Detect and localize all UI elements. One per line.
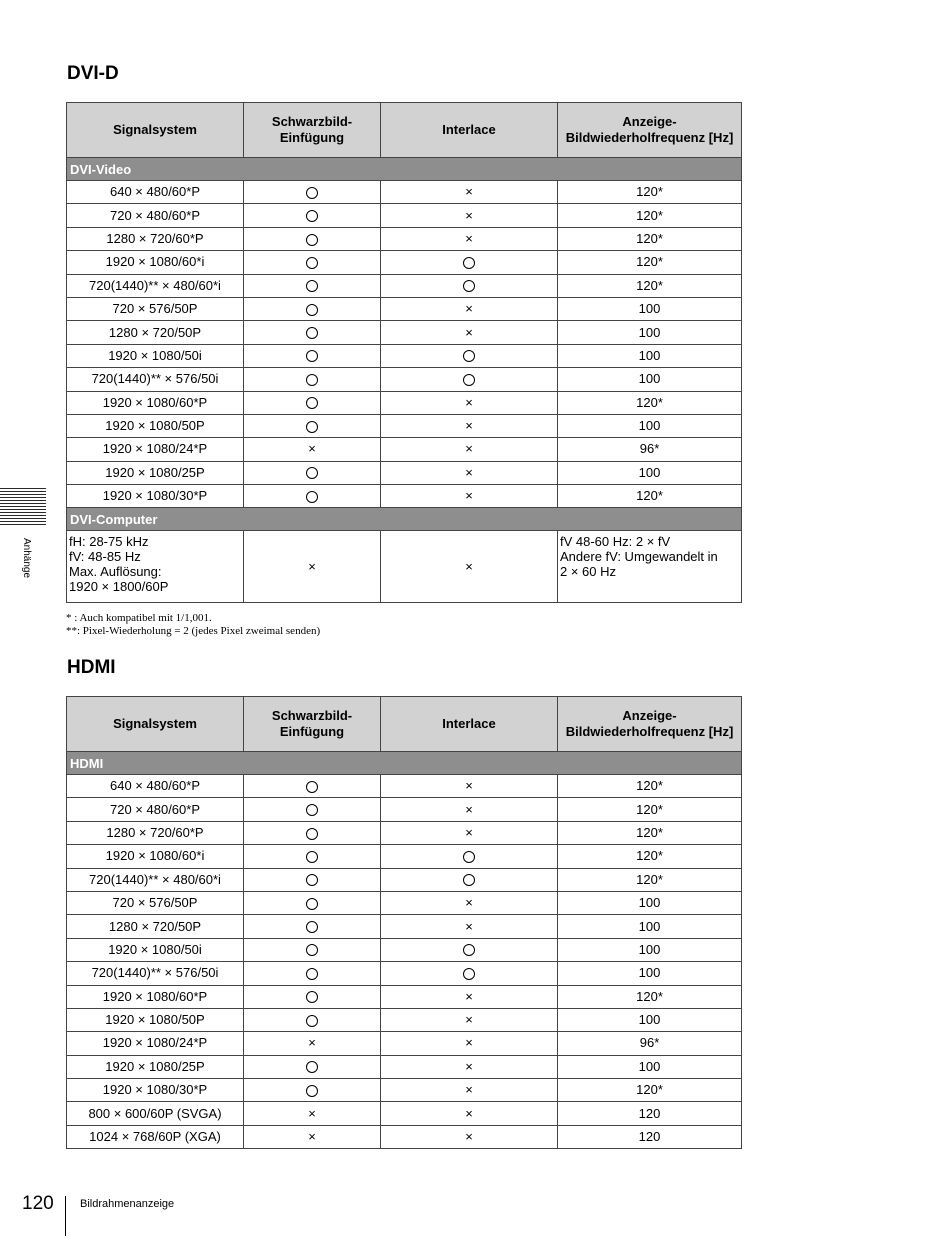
- circle-icon: [306, 280, 318, 292]
- interlace-cell: [381, 274, 558, 297]
- signal-cell: 720(1440)** × 480/60*i: [67, 868, 244, 891]
- header-interlace: Interlace: [381, 103, 558, 158]
- circle-icon: [463, 374, 475, 386]
- interlace-cell: [381, 297, 558, 320]
- signal-cell: 1920 × 1080/30*P: [67, 1079, 244, 1102]
- signal-cell: 1920 × 1080/60*P: [67, 985, 244, 1008]
- table-row: [67, 274, 742, 297]
- table-row: [67, 798, 742, 821]
- header-black-insert: Schwarzbild-Einfügung: [244, 697, 381, 752]
- table-row: [67, 181, 742, 204]
- table-row: [67, 321, 742, 344]
- black-insert-cell: [244, 181, 381, 204]
- interlace-cell: [381, 1055, 558, 1078]
- refresh-rate-cell: 120*: [558, 845, 742, 868]
- interlace-cell: [381, 1032, 558, 1055]
- signal-cell: 720 × 480/60*P: [67, 798, 244, 821]
- cross-icon: ×: [465, 824, 473, 840]
- group-label: DVI-Video: [67, 158, 742, 181]
- cross-icon: ×: [465, 1082, 473, 1098]
- circle-icon: [306, 397, 318, 409]
- interlace-cell: [381, 438, 558, 461]
- refresh-rate-cell: 120*: [558, 868, 742, 891]
- group-label: DVI-Computer: [67, 508, 742, 531]
- interlace-cell: [381, 915, 558, 938]
- header-refresh-rate: Anzeige-Bildwiederholfrequenz [Hz]: [558, 697, 742, 752]
- signal-cell: 640 × 480/60*P: [67, 775, 244, 798]
- black-insert-cell: [244, 438, 381, 461]
- black-insert-cell: [244, 274, 381, 297]
- signal-line: 1920 × 1800/60P: [69, 579, 169, 595]
- black-insert-cell: [244, 485, 381, 508]
- rate-line: Andere fV: Umgewandelt in: [560, 549, 718, 565]
- cross-icon: ×: [465, 441, 473, 457]
- table-row: [67, 1102, 742, 1125]
- table-row: [67, 461, 742, 484]
- cross-icon: ×: [465, 1129, 473, 1145]
- table-row: [67, 438, 742, 461]
- table-row: [67, 938, 742, 961]
- refresh-rate-cell: 120*: [558, 204, 742, 227]
- black-insert-cell: [244, 344, 381, 367]
- circle-icon: [306, 187, 318, 199]
- black-insert-cell: [244, 321, 381, 344]
- dvi-signal-table: [66, 102, 742, 603]
- signal-cell: 720 × 576/50P: [67, 891, 244, 914]
- cross-icon: ×: [465, 184, 473, 200]
- black-insert-cell: [244, 461, 381, 484]
- circle-icon: [463, 874, 475, 886]
- footnote: **: Pixel-Wiederholung = 2 (jedes Pixel zweimal senden): [66, 625, 321, 637]
- refresh-rate-cell: 100: [558, 368, 742, 391]
- interlace-cell: [381, 391, 558, 414]
- signal-cell: 640 × 480/60*P: [67, 181, 244, 204]
- refresh-rate-cell: 96*: [558, 1032, 742, 1055]
- cross-icon: ×: [465, 895, 473, 911]
- signal-cell: 1920 × 1080/60*P: [67, 391, 244, 414]
- header-black-insert: Schwarzbild-Einfügung: [244, 103, 381, 158]
- refresh-rate-cell: 100: [558, 344, 742, 367]
- table-row: [67, 391, 742, 414]
- circle-icon: [306, 467, 318, 479]
- signal-cell: 1920 × 1080/50P: [67, 1008, 244, 1031]
- signal-cell: 1920 × 1080/24*P: [67, 1032, 244, 1055]
- refresh-rate-cell: 100: [558, 915, 742, 938]
- hdmi-section-title: HDMI: [67, 657, 116, 678]
- table-row: [67, 985, 742, 1008]
- circle-icon: [463, 944, 475, 956]
- table-row: [67, 845, 742, 868]
- refresh-rate-cell: 120*: [558, 274, 742, 297]
- circle-icon: [306, 1015, 318, 1027]
- refresh-rate-cell: 120*: [558, 391, 742, 414]
- circle-icon: [306, 851, 318, 863]
- black-insert-cell: [244, 297, 381, 320]
- black-insert-cell: [244, 227, 381, 250]
- circle-icon: [306, 944, 318, 956]
- cross-icon: ×: [465, 801, 473, 817]
- table-row: [67, 368, 742, 391]
- refresh-rate-cell: 100: [558, 1055, 742, 1078]
- signal-cell: 1920 × 1080/25P: [67, 1055, 244, 1078]
- circle-icon: [306, 257, 318, 269]
- interlace-cell: [381, 321, 558, 344]
- interlace-cell: [381, 181, 558, 204]
- refresh-rate-cell: 120*: [558, 227, 742, 250]
- table-row: [67, 962, 742, 985]
- refresh-rate-cell: [558, 531, 742, 603]
- cross-icon: ×: [465, 207, 473, 223]
- circle-icon: [306, 374, 318, 386]
- circle-icon: [306, 421, 318, 433]
- signal-cell: 1920 × 1080/50i: [67, 344, 244, 367]
- cross-icon: ×: [465, 1012, 473, 1028]
- circle-icon: [463, 968, 475, 980]
- header-interlace: Interlace: [381, 697, 558, 752]
- cross-icon: ×: [308, 1129, 316, 1145]
- signal-cell: 1920 × 1080/60*i: [67, 251, 244, 274]
- circle-icon: [463, 350, 475, 362]
- footnote: * : Auch kompatibel mit 1/1,001.: [66, 612, 212, 624]
- chapter-tab-marker: [0, 488, 46, 526]
- black-insert-cell: [244, 1079, 381, 1102]
- table-row: [67, 891, 742, 914]
- cross-icon: ×: [465, 418, 473, 434]
- interlace-cell: [381, 204, 558, 227]
- refresh-rate-cell: 120: [558, 1102, 742, 1125]
- signal-line: Max. Auflösung:: [69, 564, 162, 580]
- signal-cell: [67, 531, 244, 603]
- signal-cell: 720(1440)** × 576/50i: [67, 368, 244, 391]
- refresh-rate-cell: 120*: [558, 985, 742, 1008]
- interlace-cell: [381, 938, 558, 961]
- circle-icon: [463, 851, 475, 863]
- interlace-cell: [381, 1008, 558, 1031]
- signal-cell: 1280 × 720/60*P: [67, 821, 244, 844]
- black-insert-cell: [244, 251, 381, 274]
- rate-line: 2 × 60 Hz: [560, 564, 617, 580]
- footer-section-title: Bildrahmenanzeige: [80, 1198, 175, 1210]
- circle-icon: [306, 491, 318, 503]
- table-group-row: [67, 508, 742, 531]
- interlace-cell: [381, 891, 558, 914]
- interlace-cell: [381, 227, 558, 250]
- circle-icon: [306, 804, 318, 816]
- signal-cell: 1280 × 720/50P: [67, 321, 244, 344]
- table-row: [67, 227, 742, 250]
- black-insert-cell: [244, 798, 381, 821]
- black-insert-cell: [244, 868, 381, 891]
- signal-cell: 720(1440)** × 480/60*i: [67, 274, 244, 297]
- refresh-rate-cell: 100: [558, 1008, 742, 1031]
- table-row: [67, 485, 742, 508]
- interlace-cell: [381, 485, 558, 508]
- black-insert-cell: [244, 891, 381, 914]
- interlace-cell: [381, 461, 558, 484]
- table-header-row: [67, 697, 742, 752]
- table-row: [67, 414, 742, 437]
- refresh-rate-cell: 120*: [558, 1079, 742, 1102]
- black-insert-cell: [244, 962, 381, 985]
- circle-icon: [306, 874, 318, 886]
- signal-cell: 720 × 576/50P: [67, 297, 244, 320]
- circle-icon: [306, 781, 318, 793]
- circle-icon: [306, 350, 318, 362]
- circle-icon: [306, 991, 318, 1003]
- interlace-cell: [381, 775, 558, 798]
- footer-divider: [65, 1196, 66, 1236]
- circle-icon: [306, 828, 318, 840]
- interlace-cell: [381, 821, 558, 844]
- signal-cell: 1280 × 720/50P: [67, 915, 244, 938]
- header-signal: Signalsystem: [67, 103, 244, 158]
- black-insert-cell: [244, 531, 381, 603]
- black-insert-cell: [244, 1125, 381, 1148]
- black-insert-cell: [244, 1032, 381, 1055]
- cross-icon: ×: [465, 230, 473, 246]
- refresh-rate-cell: 100: [558, 461, 742, 484]
- cross-icon: ×: [308, 441, 316, 457]
- page-number: 120: [22, 1193, 54, 1214]
- circle-icon: [306, 968, 318, 980]
- black-insert-cell: [244, 915, 381, 938]
- signal-cell: 1920 × 1080/50P: [67, 414, 244, 437]
- interlace-cell: [381, 1102, 558, 1125]
- signal-cell: 1920 × 1080/24*P: [67, 438, 244, 461]
- interlace-cell: [381, 1079, 558, 1102]
- signal-cell: 1024 × 768/60P (XGA): [67, 1125, 244, 1148]
- black-insert-cell: [244, 845, 381, 868]
- cross-icon: ×: [465, 1105, 473, 1121]
- cross-icon: ×: [465, 488, 473, 504]
- interlace-cell: [381, 798, 558, 821]
- refresh-rate-cell: 100: [558, 414, 742, 437]
- table-row: [67, 204, 742, 227]
- table-row: [67, 1032, 742, 1055]
- refresh-rate-cell: 120: [558, 1125, 742, 1148]
- cross-icon: ×: [308, 1105, 316, 1121]
- signal-line: fH: 28-75 kHz: [69, 534, 149, 550]
- cross-icon: ×: [465, 1035, 473, 1051]
- table-row: [67, 775, 742, 798]
- table-header-row: [67, 103, 742, 158]
- black-insert-cell: [244, 775, 381, 798]
- refresh-rate-cell: 100: [558, 938, 742, 961]
- refresh-rate-cell: 120*: [558, 485, 742, 508]
- circle-icon: [306, 921, 318, 933]
- refresh-rate-cell: 96*: [558, 438, 742, 461]
- table-row: [67, 344, 742, 367]
- circle-icon: [306, 1061, 318, 1073]
- interlace-cell: [381, 251, 558, 274]
- interlace-cell: [381, 845, 558, 868]
- table-row: [67, 531, 742, 603]
- footnotes: [66, 612, 320, 638]
- signal-cell: 720(1440)** × 576/50i: [67, 962, 244, 985]
- signal-cell: 1920 × 1080/60*i: [67, 845, 244, 868]
- chapter-tab-label: Anhänge: [21, 538, 32, 579]
- circle-icon: [306, 210, 318, 222]
- cross-icon: ×: [465, 1058, 473, 1074]
- refresh-rate-cell: 120*: [558, 798, 742, 821]
- black-insert-cell: [244, 414, 381, 437]
- signal-cell: 720 × 480/60*P: [67, 204, 244, 227]
- header-signal: Signalsystem: [67, 697, 244, 752]
- circle-icon: [306, 1085, 318, 1097]
- circle-icon: [306, 327, 318, 339]
- table-group-row: [67, 158, 742, 181]
- rate-line: fV 48-60 Hz: 2 × fV: [560, 534, 671, 550]
- refresh-rate-cell: 120*: [558, 775, 742, 798]
- refresh-rate-cell: 120*: [558, 181, 742, 204]
- cross-icon: ×: [465, 324, 473, 340]
- interlace-cell: [381, 985, 558, 1008]
- refresh-rate-cell: 120*: [558, 821, 742, 844]
- cross-icon: ×: [465, 301, 473, 317]
- refresh-rate-cell: 100: [558, 321, 742, 344]
- signal-cell: 800 × 600/60P (SVGA): [67, 1102, 244, 1125]
- table-row: [67, 1079, 742, 1102]
- refresh-rate-cell: 100: [558, 891, 742, 914]
- black-insert-cell: [244, 985, 381, 1008]
- cross-icon: ×: [465, 394, 473, 410]
- group-label: HDMI: [67, 752, 742, 775]
- table-row: [67, 868, 742, 891]
- interlace-cell: [381, 868, 558, 891]
- cross-icon: ×: [465, 464, 473, 480]
- signal-cell: 1920 × 1080/50i: [67, 938, 244, 961]
- cross-icon: ×: [465, 918, 473, 934]
- refresh-rate-cell: 100: [558, 297, 742, 320]
- interlace-cell: [381, 414, 558, 437]
- black-insert-cell: [244, 368, 381, 391]
- signal-cell: 1920 × 1080/30*P: [67, 485, 244, 508]
- black-insert-cell: [244, 1055, 381, 1078]
- black-insert-cell: [244, 204, 381, 227]
- circle-icon: [306, 234, 318, 246]
- refresh-rate-cell: 100: [558, 962, 742, 985]
- cross-icon: ×: [308, 1035, 316, 1051]
- black-insert-cell: [244, 1008, 381, 1031]
- black-insert-cell: [244, 938, 381, 961]
- table-row: [67, 1055, 742, 1078]
- table-row: [67, 1008, 742, 1031]
- cross-icon: ×: [465, 988, 473, 1004]
- black-insert-cell: [244, 1102, 381, 1125]
- table-row: [67, 821, 742, 844]
- table-row: [67, 915, 742, 938]
- signal-cell: 1920 × 1080/25P: [67, 461, 244, 484]
- cross-icon: ×: [465, 778, 473, 794]
- header-refresh-rate: Anzeige-Bildwiederholfrequenz [Hz]: [558, 103, 742, 158]
- circle-icon: [463, 280, 475, 292]
- interlace-cell: [381, 962, 558, 985]
- circle-icon: [306, 898, 318, 910]
- interlace-cell: [381, 1125, 558, 1148]
- dvi-section-title: DVI-D: [67, 63, 119, 84]
- table-row: [67, 251, 742, 274]
- cross-icon: ×: [308, 559, 316, 575]
- interlace-cell: [381, 344, 558, 367]
- interlace-cell: [381, 368, 558, 391]
- black-insert-cell: [244, 391, 381, 414]
- table-row: [67, 1125, 742, 1148]
- black-insert-cell: [244, 821, 381, 844]
- interlace-cell: [381, 531, 558, 603]
- cross-icon: ×: [465, 559, 473, 575]
- table-row: [67, 297, 742, 320]
- circle-icon: [306, 304, 318, 316]
- signal-cell: 1280 × 720/60*P: [67, 227, 244, 250]
- signal-line: fV: 48-85 Hz: [69, 549, 141, 565]
- hdmi-signal-table: [66, 696, 742, 1149]
- circle-icon: [463, 257, 475, 269]
- table-group-row: [67, 752, 742, 775]
- refresh-rate-cell: 120*: [558, 251, 742, 274]
